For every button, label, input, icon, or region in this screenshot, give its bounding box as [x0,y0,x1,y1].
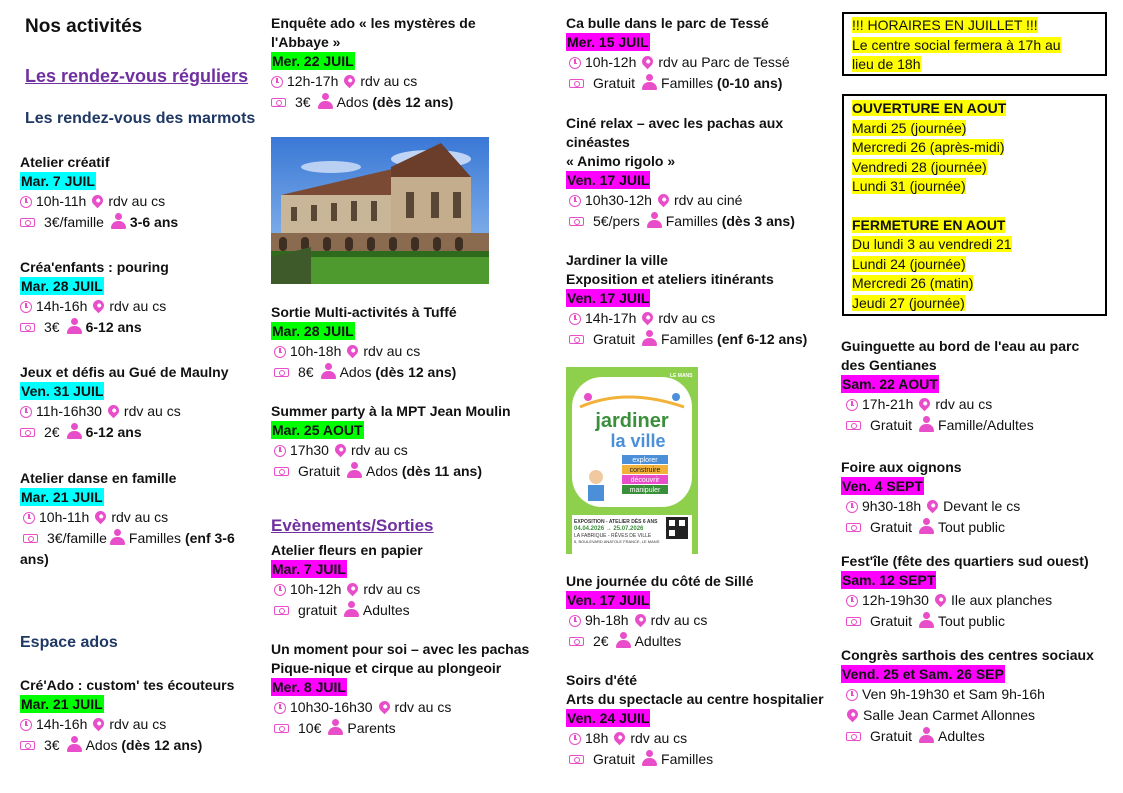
event-public-detail: (0-10 ans) [717,75,783,91]
clock-icon [274,445,286,457]
poster-tag: explorer [632,457,658,464]
person-icon [919,612,933,628]
person-icon [111,213,125,229]
event-date: Ven. 24 JUIL [567,710,650,726]
event-price: Gratuit [870,417,913,433]
person-icon [642,750,656,766]
event-title: Atelier danse en famille [20,470,177,486]
event-place: Devant le cs [943,498,1021,514]
event-date: Mer. 8 JUIL [272,679,346,695]
event-time: Ven 9h-19h30 et Sam 9h-16h [862,686,1045,702]
event-card [566,14,790,94]
abbey-illustration [271,137,489,284]
poster-word2: la ville [610,431,666,451]
event-card [841,337,1079,436]
clock-icon [569,313,581,325]
event-public: Familles [661,751,714,767]
event-time: 9h-18h [585,612,629,628]
event-date: Ven. 17 JUIL [567,172,650,188]
event-title: Une journée du côté de Sillé [566,573,754,589]
event-card [20,676,234,756]
event-title-cont: l'Abbaye » [271,34,341,50]
person-icon [67,423,81,439]
event-time: 10h30-16h30 [290,699,373,715]
money-icon [569,79,584,88]
event-title: Créa'enfants : pouring [20,259,169,275]
event-public: Familles [665,213,722,229]
event-time: 12h-17h [287,73,339,89]
event-public-detail: (enf 3-6 [184,530,235,546]
event-date: Ven. 17 JUIL [567,592,650,608]
event-public-detail: (dès 12 ans) [121,737,203,753]
location-pin-icon [91,716,107,732]
clock-icon [569,195,581,207]
event-price: Gratuit [593,751,636,767]
event-price: 10€ [298,720,322,736]
july-hours-title: !!! HORAIRES EN JUILLET !!! [852,17,1038,33]
event-card [566,572,753,652]
event-place: rdv au cs [111,509,169,525]
person-icon [344,601,358,617]
money-icon [20,218,35,227]
event-date: Mar. 28 JUIL [272,323,354,339]
event-time: 17h-21h [862,396,914,412]
event-public: Ados [336,94,373,110]
event-title-cont: Exposition et ateliers itinérants [566,271,774,287]
clock-icon [569,733,581,745]
event-public-detail: (enf 6-12 ans) [717,331,808,347]
event-public: Tout public [938,613,1005,629]
event-place: rdv au cs [108,193,166,209]
location-pin-icon [640,54,656,70]
location-pin-icon [91,298,107,314]
event-time: 10h-12h [585,54,637,70]
clock-icon [20,406,32,418]
clock-icon [569,615,581,627]
poster-word1: jardiner [595,410,669,432]
location-pin-icon [632,612,648,628]
event-title-cont: des Gentianes [841,357,937,373]
event-place: rdv au cs [109,298,167,314]
clock-icon [846,399,858,411]
location-pin-icon [933,592,949,608]
event-time: 11h-16h30 [36,403,102,419]
event-title: Jeux et défis au Gué de Maulny [20,364,229,380]
clock-icon [20,301,32,313]
event-price: 3€ [44,737,60,753]
event-public-detail: (dès 12 ans) [375,364,457,380]
money-icon [274,724,289,733]
event-price: Gratuit [870,613,913,629]
event-public: 6-12 ans [85,319,142,335]
poster-footer-d: 5, BOULEVARD ANATOLE FRANCE, LE MANS [574,539,660,544]
event-place: rdv au cs [123,403,181,419]
person-icon [616,632,630,648]
event-price: Gratuit [298,463,341,479]
section-title-marmots: Les rendez-vous des marmots [25,110,256,127]
person-icon [642,330,656,346]
event-place: rdv au cs [658,310,716,326]
event-date: Vend. 25 et Sam. 26 SEP [842,666,1004,682]
event-place: rdv au cs [363,343,421,359]
august-open-item: Vendredi 28 (journée) [852,158,987,175]
event-price: Gratuit [593,331,636,347]
august-close-title: FERMETURE EN AOUT [852,216,1006,233]
location-pin-icon [93,509,109,525]
event-public: Familles [661,75,718,91]
event-time: 9h30-18h [862,498,922,514]
event-public: 3-6 ans [129,214,179,230]
event-title: Congrès sarthois des centres sociaux [841,647,1094,663]
event-public-detail: (dès 12 ans) [372,94,454,110]
event-card [20,363,229,443]
event-public: Famille/Adultes [938,417,1034,433]
event-place: rdv au cs [630,730,688,746]
event-public-detail: (dès 11 ans) [401,463,482,479]
money-icon [569,637,584,646]
august-close-item: Lundi 24 (journée) [852,255,966,272]
event-title: Jardiner la ville [566,252,668,268]
event-date: Mer. 15 JUIL [567,34,649,50]
event-price: gratuit [298,602,337,618]
event-card [271,303,457,383]
money-icon [274,368,289,377]
person-icon [919,416,933,432]
person-icon [919,518,933,534]
july-hours-line: Le centre social fermera à 17h au [852,36,1061,53]
person-icon [647,212,661,228]
location-pin-icon [376,699,392,715]
person-icon [321,363,335,379]
poster-tag: découvrir [630,477,660,484]
event-date: Mar. 28 JUIL [21,278,103,294]
location-pin-icon [612,730,628,746]
event-title: Sortie Multi-activités à Tuffé [271,304,457,320]
clock-icon [846,501,858,513]
event-card [20,258,169,338]
event-place: rdv au cs [363,581,421,597]
clock-icon [846,595,858,607]
location-pin-icon [333,442,349,458]
event-title: Enquête ado « les mystères de [271,15,476,31]
poster-illustration [566,367,698,554]
event-date: Mar. 7 JUIL [21,173,95,189]
person-icon [642,74,656,90]
event-public: Parents [347,720,396,736]
event-title: Atelier fleurs en papier [271,542,423,558]
event-card [271,14,476,113]
poster-tag: manipuler [629,487,661,494]
event-place: rdv au cs [350,442,408,458]
event-time: 10h-12h [290,581,342,597]
location-pin-icon [917,396,933,412]
money-icon [271,98,286,107]
event-title: Soirs d'été [566,672,638,688]
person-icon [328,719,342,735]
clock-icon [20,196,32,208]
section-title-regular: Les rendez-vous réguliers [25,66,249,86]
event-price: 5€/pers [593,213,640,229]
august-close-item: Mercredi 26 (matin) [852,275,974,291]
event-title-cont: Pique-nique et cirque au plongeoir [271,660,502,676]
event-date: Mar. 7 JUIL [272,561,346,577]
event-place: rdv au cs [360,73,418,89]
event-card [271,640,529,739]
money-icon [20,323,35,332]
event-date: Mer. 22 JUIL [272,53,354,69]
event-price: 2€ [44,424,60,440]
event-place: rdv au cs [650,612,708,628]
section-title-ados: Espace ados [20,634,118,651]
location-pin-icon [845,707,861,723]
location-pin-icon [345,343,361,359]
event-public-detail: (dès 3 ans) [721,213,795,229]
event-time: 14h-16h [36,716,88,732]
event-card [841,646,1094,747]
event-price: 3€ [44,319,60,335]
august-opening-box [842,94,1107,316]
event-title: Summer party à la MPT Jean Moulin [271,403,511,419]
clock-icon [274,702,286,714]
event-price: Gratuit [870,728,913,744]
event-title-cont: cinéastes [566,134,630,150]
july-hours-box [842,12,1107,76]
event-title: Fest'île (fête des quartiers sud ouest) [841,553,1089,569]
money-icon [846,732,861,741]
event-time: 14h-17h [585,310,637,326]
section-title-events: Evènements/Sorties [271,516,434,535]
event-title: Guinguette au bord de l'eau au parc [841,338,1080,354]
poster-footer-b: 04.04.2026 → 25.07.2026 [574,526,644,532]
event-card [566,671,824,770]
event-public: Adultes [938,728,985,744]
location-pin-icon [106,403,122,419]
money-icon [274,606,289,615]
event-title-cont: Arts du spectacle au centre hospitalier [566,691,824,707]
poster-tag: construire [629,467,661,474]
clock-icon [20,719,32,731]
event-title: Ca bulle dans le parc de Tessé [566,15,769,31]
money-icon [569,755,584,764]
clock-icon [846,689,858,701]
poster-brand: LE MANS [670,373,693,379]
money-icon [846,523,861,532]
event-price: 3€ [295,94,311,110]
august-close-item: Jeudi 27 (journée) [852,294,965,311]
event-place: rdv au cs [109,716,167,732]
event-time: 17h30 [290,442,329,458]
event-public: Familles [128,530,185,546]
event-public-detail-cont: ans) [20,551,49,568]
page-title: Nos activités [25,16,143,37]
event-public: Tout public [938,519,1005,535]
money-icon [569,335,584,344]
clock-icon [274,346,286,358]
event-card [271,402,511,482]
event-place: rdv au Parc de Tessé [658,54,790,70]
event-time: 10h-11h [39,509,90,525]
event-card [271,541,423,621]
event-price: Gratuit [870,519,913,535]
money-icon [23,534,38,543]
event-public: Ados [85,737,122,753]
event-title: Atelier créatif [20,154,110,170]
event-public: 6-12 ans [85,424,142,440]
money-icon [274,467,289,476]
event-date: Sam. 12 SEPT [842,572,936,588]
event-title: Ciné relax – avec les pachas aux [566,115,784,131]
event-place: Ile aux planches [950,592,1053,608]
event-title: Foire aux oignons [841,459,962,475]
person-icon [67,736,81,752]
event-card [841,458,1020,538]
location-pin-icon [342,73,358,89]
event-public: Ados [339,364,376,380]
money-icon [20,428,35,437]
event-date: Mar. 21 JUIL [21,489,103,505]
event-card [20,153,178,233]
money-icon [846,421,861,430]
location-pin-icon [90,193,106,209]
event-date: Ven. 31 JUIL [21,383,104,399]
person-icon [318,93,332,109]
event-card [566,251,807,350]
event-public: Adultes [634,633,682,649]
poster-footer-c: LA FABRIQUE - RÊVES DE VILLE [574,533,652,539]
event-date: Mar. 21 JUIL [21,696,103,712]
august-open-item: Mercredi 26 (après-midi) [852,139,1005,155]
event-card [566,114,795,232]
event-card [20,469,260,570]
event-time: 10h30-12h [585,192,652,208]
person-icon [347,462,361,478]
clock-icon [274,584,286,596]
person-icon [110,529,124,545]
clock-icon [23,512,35,524]
event-public: Familles [661,331,718,347]
event-price: 3€/famille [47,530,107,546]
location-pin-icon [656,192,672,208]
august-open-item: Mardi 25 (journée) [852,119,967,136]
event-price: 8€ [298,364,314,380]
event-public: Adultes [362,602,410,618]
event-date: Sam. 22 AOUT [842,376,938,392]
event-title: Cré'Ado : custom' tes écouteurs [20,677,235,693]
event-title: Un moment pour soi – avec les pachas [271,641,530,657]
location-pin-icon [640,310,656,326]
person-icon [67,318,81,334]
clock-icon [271,76,283,88]
event-card [841,552,1089,632]
august-open-item: Lundi 31 (journée) [852,178,966,194]
event-date: Mar. 25 AOUT [272,422,363,438]
july-hours-line: lieu de 18h [852,56,921,72]
person-icon [919,727,933,743]
event-date: Ven. 4 SEPT [842,478,923,494]
event-time: 18h [585,730,609,746]
money-icon [846,617,861,626]
event-place: Salle Jean Carmet Allonnes [863,707,1035,723]
event-title-subtitle: « Animo rigolo » [566,153,676,169]
clock-icon [569,57,581,69]
money-icon [20,741,35,750]
money-icon [569,217,584,226]
event-place: rdv au cs [935,396,993,412]
event-price: 2€ [593,633,609,649]
event-date: Ven. 17 JUIL [567,290,650,306]
event-price: Gratuit [593,75,636,91]
event-time: 12h-19h30 [862,592,929,608]
event-public: Ados [366,463,402,479]
location-pin-icon [345,581,361,597]
august-close-item: Du lundi 3 au vendredi 21 [852,236,1012,252]
poster-footer-a: EXPOSITION - ATELIER DÈS 6 ANS [574,519,658,525]
abbey-photo [271,137,489,284]
event-time: 14h-16h [36,298,88,314]
location-pin-icon [925,498,941,514]
jardiner-poster [566,367,698,554]
event-place: rdv au ciné [673,192,743,208]
august-open-title: OUVERTURE EN AOUT [852,100,1007,116]
event-time: 10h-18h [290,343,342,359]
event-time: 10h-11h [36,193,87,209]
event-place: rdv au cs [394,699,452,715]
event-price: 3€/famille [44,214,104,230]
